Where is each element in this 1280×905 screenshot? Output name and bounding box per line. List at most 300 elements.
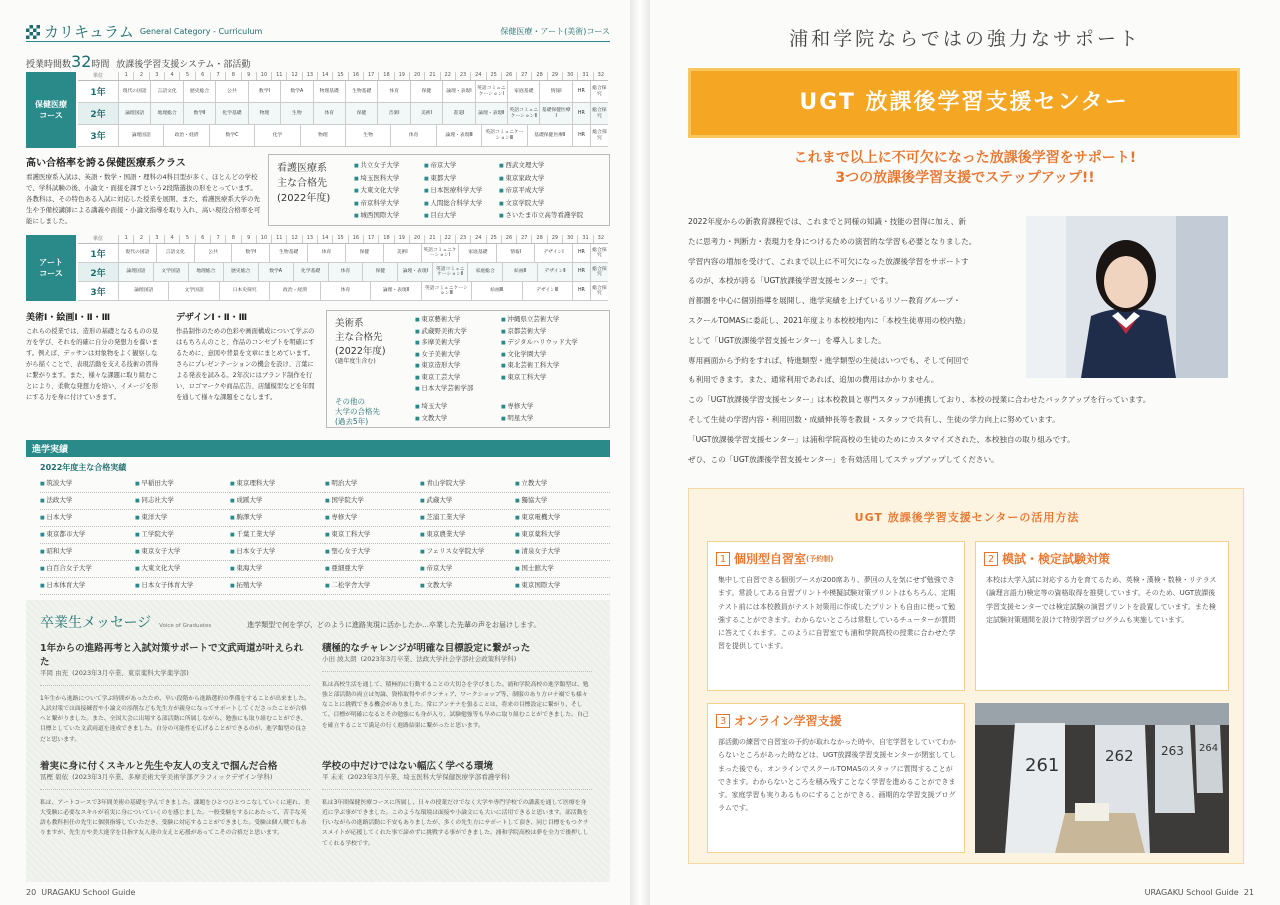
school-item: ■ 西武文理大学 (499, 159, 609, 172)
subject-cell: 総合探究 (590, 81, 608, 102)
subject-cell: 英語コミュニケーションⅢ (421, 282, 471, 300)
subject-cell: 数学Ⅰ (248, 81, 280, 102)
booth-264: 264 (1199, 743, 1219, 754)
card-1: 1 個別型自習室 (予約制) 集中して自習できる個別ブースが200席あり、夢回の人を気にせず勉強できます。常設してある自習プリントや模擬試験対策プリントはもちろん、定期テスト前には本校教員がテスト対策用に作成したプリントも自由に使って勉強することができます。わからないところは常駐しているチューターが質問に答えてくれます。このように自習室でも浦和学院高校の授業に合わせた学習を提供しています。 (707, 541, 965, 691)
intro-line: 「UGT放課後学習支援センター」は浦和学院高校の生徒のためにカスタマイズされた、本校独自の取り組みです。 (688, 434, 1075, 444)
unit-number: 10 (256, 72, 271, 80)
school-item: ■ 文京学院大学 (499, 197, 609, 210)
subject-cell: 日本史探究 (219, 282, 269, 300)
subject-cell: 美術Ⅰ (410, 103, 442, 124)
school-item: ■ 明星大学 (501, 413, 601, 425)
curriculum-row (78, 125, 608, 147)
results-subtitle: 2022年度主な合格実績 (40, 463, 127, 472)
school-item: ■ 武蔵野美術大学 (415, 326, 501, 338)
intro-line: 専用画面から予約をすれば、特進類型・進学類型の生徒はいつでも、そして何回で (688, 355, 969, 365)
checker-icon (26, 25, 40, 39)
school-item: ■ 城西国際大学 (354, 209, 424, 222)
school-item: ■ 東京工科大学 (325, 527, 420, 544)
school-item: ■ 専修大学 (501, 401, 601, 413)
school-item: ■ 大東文化大学 (354, 184, 424, 197)
school-item: ■ 芝浦工業大学 (420, 510, 515, 527)
subject-cell: 論理国語 (118, 282, 168, 300)
subject-cell: 家庭基礎 (507, 81, 539, 102)
subject-cell: 政治・経済 (269, 282, 319, 300)
right-heading: 浦和学院ならではの強力なサポート (789, 28, 1141, 50)
subject-cell: 論理国語 (118, 125, 163, 146)
unit-label: 単位 (92, 73, 103, 79)
unit-number: 31 (577, 235, 592, 243)
subject-cell: 生物基礎 (269, 244, 307, 262)
school-item: ■ 東京工科大学 (501, 372, 601, 384)
unit-number: 30 (562, 235, 577, 243)
subject-cell: 言語文化 (150, 81, 182, 102)
school-item: ■ 亜細亜大学 (325, 561, 420, 578)
graduates-section (26, 600, 610, 882)
school-item: ■ 女子美術大学 (415, 349, 501, 361)
gutter (630, 0, 650, 905)
card-3 (707, 703, 965, 853)
unit-number: 1 (118, 235, 133, 243)
curriculum-row (78, 263, 608, 282)
subject-cell: 論理・表現Ⅰ (442, 81, 474, 102)
school-item: ■ 東京家政大学 (499, 172, 609, 185)
unit-number: 2 (133, 72, 148, 80)
graduate-message (322, 640, 592, 731)
subject-cell: 歴史総合 (223, 263, 258, 281)
curriculum-row (78, 81, 608, 103)
subject-cell: 基礎保健医療Ⅰ (539, 103, 571, 124)
graduates-title-en: Voice of Graduates (159, 623, 212, 629)
health-rows (78, 81, 608, 147)
curriculum-row (78, 244, 608, 263)
author-name: 平 未来 (322, 773, 344, 781)
unit-number: 5 (179, 72, 194, 80)
art-box: 美術系 主な合格先 (2022年度) (過年度生含む) ■ 東京藝術大学 ■ 沖縄県立芸術大学 ■ 武蔵野美術大学 ■ 京都芸術大学 ■ 多摩美術大学 ■ デジタルハリウッド大学 ■ 女子美術大学 ■ 文化学園大学 ■ 東京造形大学 ■ 東北芸術工科大学 ■ 東京工芸大学 ■ 東京工科大学 ■ 日本大学芸術学部 その他の 大学の合格先 (過去5年) ■ 埼玉大学 ■ 専修大学 ■ 文教大学 ■ 明星大学 (326, 310, 610, 428)
school-item: ■ 多摩美術大学 (415, 337, 501, 349)
subject-cell: 情報Ⅰ (496, 244, 534, 262)
subject-cell: 英語コミュニケーションⅠ (475, 81, 507, 102)
school-item: ■ 日本医療科学大学 (424, 184, 499, 197)
art-text-1: 美術Ⅰ・絵画Ⅰ・Ⅱ・Ⅲ これらの授業では、造形の基礎となるものの見方を学び、それを的確に自分の発想力を養います。例えば、デッサンは対象物をよく観察しながら描くことで、表現活動を支える技術の習得に繋がります。また、様々な課題に取り組むことにより、柔軟な発想力を培い、イメージを形にする力を身に付けていきます。 (26, 313, 159, 402)
unit-number: 1 (118, 72, 133, 80)
unit-number: 11 (271, 235, 286, 243)
subject-cell: 政治・経済 (163, 125, 208, 146)
message-head: 1年からの進路再考と入試対策サポートで文武両道が叶えられた (40, 643, 304, 668)
hours-line: 授業時間数32時間 放課後学習支援システム・部活動 (26, 52, 251, 71)
year-label: 3年 (78, 125, 118, 146)
subject-cell: 物理 (248, 103, 280, 124)
school-item: ■ 帝京科学大学 (354, 197, 424, 210)
subject-cell: 基礎保健医療Ⅱ (527, 125, 572, 146)
intro-line: 首都圏を中心に個別指導を展開し、進学実績を上げているリソー教育グループ・ (688, 296, 961, 306)
booth-263: 263 (1161, 744, 1184, 758)
school-item: ■ 東京工芸大学 (415, 372, 501, 384)
subject-cell: 文学国語 (153, 263, 188, 281)
subject-cell: 英語コミュニケーションⅢ (481, 125, 526, 146)
school-item: ■ さいたま市立高等看護学院 (499, 209, 609, 222)
nursing-box (268, 154, 610, 226)
unit-number: 3 (149, 235, 164, 243)
unit-number: 29 (547, 235, 562, 243)
unit-number: 18 (378, 72, 393, 80)
school-item: ■ 東京都市大学 (40, 527, 135, 544)
intro-line: 学習内容の増加を受けて、これまで以上に不可欠になった放課後学習をサポートす (688, 256, 969, 266)
subject-cell: 美術Ⅰ (383, 244, 421, 262)
health-course-label: 保健医療 コース (26, 72, 76, 148)
right-footer: URAGAKU School Guide 21 (1144, 888, 1254, 897)
course-label: 保健医療・アート(美術)コース (500, 27, 610, 36)
author-affiliation: (2023年3月卒業、多摩美術大学美術学部グラフィックデザイン学科) (72, 773, 273, 781)
school-item: ■ 東都大学 (424, 172, 499, 185)
subject-cell: HR (572, 81, 590, 102)
left-footer: 20 URAGAKU School Guide (26, 888, 136, 897)
unit-number: 6 (195, 72, 210, 80)
subject-cell: 物理基礎 (313, 81, 345, 102)
subject-cell: 総合探究 (590, 125, 608, 146)
subject-cell: 保健 (362, 263, 397, 281)
subject-cell: 総合探究 (590, 282, 608, 300)
school-item: ■ 国学院大学 (325, 493, 420, 510)
card-2 (975, 541, 1229, 691)
unit-number: 7 (210, 72, 225, 80)
intro-line: そして生徒の学習内容・利用回数・成績伸長等を教員・スタッフで共有し、生徒の学力向上に努めています。 (688, 414, 1060, 424)
subject-cell: 体育 (307, 244, 345, 262)
message-body: 私は3年間保健医療コースに所属し、日々の授業だけでなく大学や専門学校での講義を通して医療を身近に学ぶ事ができました。このような環境は面接や小論文にも大いに活用できると思います。部活動を行いながらの進路活動に不安もありましたが、多くの先生方にサポートして頂き、同じ目標をもつクラスメイトが応援してくれた事で諦めずに挑戦する事ができました。浦和学院高校は夢を全力で後押ししてくれる学校です。 (322, 789, 592, 849)
graduates-title: 卒業生メッセージ (40, 615, 152, 631)
unit-number: 23 (455, 235, 470, 243)
unit-number: 20 (409, 72, 424, 80)
unit-number: 13 (302, 72, 317, 80)
school-item: ■ 人間総合科学大学 (424, 197, 499, 210)
subject-cell: 家庭基礎 (458, 244, 496, 262)
health-text-block (26, 154, 261, 227)
subject-cell: 論理・表現Ⅱ (475, 103, 507, 124)
hours-number: 32 (71, 52, 92, 71)
message-author (40, 668, 310, 677)
subject-cell: 総合探究 (590, 263, 608, 281)
subject-cell: 総合探究 (590, 244, 608, 262)
left-page (0, 0, 630, 905)
subject-cell: 英語コミュニケーションⅡ (507, 103, 539, 124)
subject-cell: HR (572, 244, 590, 262)
unit-number: 30 (562, 72, 577, 80)
usage-title: UGT 放課後学習支援センターの活用方法 (854, 511, 1080, 524)
unit-number: 22 (440, 235, 455, 243)
unit-number: 19 (394, 72, 409, 80)
unit-row (78, 235, 608, 244)
unit-number: 31 (577, 72, 592, 80)
subject-cell: 論理・表現Ⅱ (370, 282, 420, 300)
author-affiliation: (2023年3月卒業、埼玉医科大学保健医療学部看護学科) (347, 773, 510, 781)
intro-line: として「UGT放課後学習支援センター」を導入しました。 (688, 335, 886, 345)
subject-cell: 現代の国語 (118, 81, 150, 102)
school-item: ■ 東京国際大学 (515, 578, 610, 595)
unit-number: 2 (133, 235, 148, 243)
booth-photo (975, 703, 1229, 853)
school-item: ■ 東海大学 (230, 561, 325, 578)
unit-number: 12 (286, 72, 301, 80)
year-label: 3年 (78, 282, 118, 300)
subject-cell: 体育 (390, 125, 435, 146)
subject-cell: 体育 (320, 282, 370, 300)
unit-number: 14 (317, 235, 332, 243)
school-item: ■ 青山学院大学 (420, 476, 515, 493)
school-item: ■ 立教大学 (515, 476, 610, 493)
school-item: ■ 拓殖大学 (230, 578, 325, 595)
unit-number: 25 (486, 72, 501, 80)
art-text-2: デザインⅠ・Ⅱ・Ⅲ 作品制作のための色彩や画面構成について学ぶのはもちろんのこと、作品のコンセプトを明確にするために、意図や背景を文章にまとめています。さらにプレゼンテーションの機会を設け、言葉による発表を試みる。2年次にはブランド制作を行い、ロゴマークや商品広告、店舗模型などを年間を通して様々な課題をこなします。 (176, 313, 315, 402)
curriculum-row (78, 103, 608, 125)
unit-number: 27 (516, 235, 531, 243)
other-schools (415, 401, 601, 425)
subject-cell: デザインⅢ (522, 282, 572, 300)
unit-number: 3 (149, 72, 164, 80)
school-item: ■ 目白大学 (424, 209, 499, 222)
card-number: 1 (716, 552, 730, 566)
graduate-message (40, 640, 310, 745)
curriculum-header (26, 22, 610, 42)
school-item: ■ 東京女子大学 (135, 544, 230, 561)
school-item: ■ デジタルハリウッド大学 (501, 337, 601, 349)
card-title: オンライン学習支援 (734, 714, 842, 728)
intro-line: るのが、本校が誇る「UGT放課後学習支援センター」です。 (688, 276, 893, 286)
art-schools (415, 314, 601, 395)
subject-cell: 保健 (410, 81, 442, 102)
school-item: ■ 文教大学 (420, 578, 515, 595)
subject-cell: 絵画Ⅲ (471, 282, 521, 300)
subject-cell: 数学Ⅱ (183, 103, 215, 124)
unit-number: 22 (440, 72, 455, 80)
unit-number: 4 (164, 72, 179, 80)
unit-number: 24 (470, 72, 485, 80)
school-item: ■ 早稲田大学 (135, 476, 230, 493)
school-item: ■ 昭和大学 (40, 544, 135, 561)
subject-cell: 言語文化 (156, 244, 194, 262)
school-item: ■ 文化学園大学 (501, 349, 601, 361)
school-item: ■ 帝京大学 (424, 159, 499, 172)
card-body: 本校は大学入試に対応する力を育てるため、英検・漢検・数検・リテラス(論理言語力)検定等の資格取得を推奨しています。そのため、UGT放課後学習支援センターでは検定試験の演習プリントを設置しています。また検定試験対策週間を設けて特別学習プログラムも実施しています。 (986, 576, 1217, 624)
subject-cell: HR (572, 125, 590, 146)
subject-cell: 公共 (194, 244, 232, 262)
subject-cell: HR (572, 103, 590, 124)
intro-line: ぜひ、この「UGT放課後学習支援センター」を有効活用してステップアップしてください。 (688, 454, 999, 464)
unit-number: 9 (241, 72, 256, 80)
graduates-lead: 進学類型で何を学び、どのように進路実現に活かしたか…卒業した先輩の声をお届けします。 (247, 621, 541, 629)
subject-cell: 保健 (345, 244, 383, 262)
author-name: 冨樫 碧依 (40, 773, 69, 781)
art-course-label: アート コース (26, 235, 76, 301)
unit-number: 21 (424, 72, 439, 80)
school-item: ■ 東北芸術工科大学 (501, 360, 601, 372)
message-body: 1年生から進路について学ぶ時間があったため、早い段階から進路選択の準備をすることが出来ました。入試対策では面接練習や小論文の添削なども先生方が親身になってサポートしてくださったことが合格へと繋がりました。また、全国大会に出場する部活動に所属しながら、勉強にも取り組むことができ、目標としていた文武両道を達成できました。自分の可能性を広げることができるのが、進学類型の良さだと思います。 (40, 685, 310, 745)
school-item: ■ 京都芸術大学 (501, 326, 601, 338)
school-item: ■ 日本体育大学 (40, 578, 135, 595)
school-item: ■ 千葉工業大学 (230, 527, 325, 544)
unit-number: 18 (378, 235, 393, 243)
message-author (322, 772, 592, 781)
unit-number: 7 (210, 235, 225, 243)
subject-cell: 体育 (328, 263, 363, 281)
subject-cell: 論理・表現Ⅲ (436, 125, 481, 146)
unit-number: 32 (593, 235, 608, 243)
message-head: 学校の中だけではない幅広く学べる環境 (322, 761, 494, 772)
school-item: ■ 東京電機大学 (515, 510, 610, 527)
student-photo (1026, 216, 1228, 378)
intro-line: も利用できます。また、通常利用であれば、追加の費用はかかりません。 (688, 375, 939, 385)
unit-number: 26 (501, 235, 516, 243)
subject-cell: 数学Ⅰ (231, 244, 269, 262)
health-text-body: 看護医療系入試は、英語・数学・国語・理科の4科目型が多く、ほとんどの学校で、学科試験の後、小論文・面接を課すという2段階選抜の形をとっています。各教科は、その特色ある入試に対応した授業を展開、また、看護医療系大学の先生や予備校講師による講義や面接・小論文指導を取り入れ、高い現役合格率を可能にしました。 (26, 173, 261, 226)
card-title: 模試・検定試験対策 (1002, 552, 1111, 566)
school-item: ■ 東京造形大学 (415, 360, 501, 372)
school-item: ■ 大東文化大学 (135, 561, 230, 578)
subject-cell: HR (572, 282, 590, 300)
subject-cell: デザインⅠ (534, 244, 572, 262)
unit-number: 28 (531, 72, 546, 80)
graduate-message (40, 758, 310, 839)
school-item: ■ 東京薬科大学 (515, 527, 610, 544)
card-number: 2 (984, 552, 998, 566)
school-item: ■ 帝京平成大学 (499, 184, 609, 197)
message-body: 私は、アートコースで3年間美術の基礎を学んできました。課題をひとつひとつこなしていくに連れ、美大受験に必要なスキルが着実に身についていくのを感じました。一般受験をするにあたって、苦手な英語も教科担任の先生に個別指導していただき、受験に対応することができました。受験は個人戦でもありますが、先生方や美大進学を目指す友人達の支えと応援があってこその合格だと思います。 (40, 789, 310, 839)
subject-cell: 化学 (254, 125, 299, 146)
subject-cell: 体育 (377, 81, 409, 102)
school-item: ■ 駒澤大学 (230, 510, 325, 527)
school-item: ■ 埼玉医科大学 (354, 172, 424, 185)
right-page (650, 0, 1280, 905)
subject-cell: 化学基礎 (293, 263, 328, 281)
subject-cell: 数学C (209, 125, 254, 146)
unit-number: 24 (470, 235, 485, 243)
unit-number: 20 (409, 235, 424, 243)
unit-number: 21 (424, 235, 439, 243)
subject-cell: 物理 (300, 125, 345, 146)
subject-cell: HR (572, 263, 590, 281)
unit-number: 15 (332, 72, 347, 80)
unit-number: 14 (317, 72, 332, 80)
results-grid (40, 476, 610, 595)
subject-cell: 数学A (280, 81, 312, 102)
card-body: 集中して自習できる個別ブースが200席あり、夢回の人を気にせず勉強できます。常設してある自習プリントや模擬試験対策プリントはもちろん、定期テスト前には本校教員がテスト対策用に作成したプリントも自由に使って勉強することができます。わからないところは常駐しているチューターが質問に答えてくれます。このように自習室でも浦和学院高校の授業に合わせた学習を提供しています。 (718, 576, 956, 651)
school-item: ■ 日本大学 (40, 510, 135, 527)
school-item: ■ 日本大学芸術学部 (415, 383, 501, 395)
message-head: 積極的なチャレンジが明確な目標設定に繋がった (322, 643, 531, 654)
school-item: ■ 法政大学 (40, 493, 135, 510)
message-head: 着実に身に付くスキルと先生や友人の支えで掴んだ合格 (40, 761, 278, 772)
subject-cell: 保健 (345, 103, 377, 124)
school-item: ■ 白百合女子大学 (40, 561, 135, 578)
curriculum-row (78, 282, 608, 301)
school-item: ■ 筑波大学 (40, 476, 135, 493)
unit-number: 13 (302, 235, 317, 243)
year-label: 2年 (78, 103, 118, 124)
subject-cell: デザインⅡ (537, 263, 572, 281)
school-item: ■ 帝京大学 (420, 561, 515, 578)
art-curriculum-table (78, 235, 608, 301)
subject-cell: 総合探究 (590, 103, 608, 124)
ugt-banner: UGT 放課後学習支援センター (688, 68, 1240, 138)
school-item: ■ 東京理科大学 (230, 476, 325, 493)
subject-cell: 現代の国語 (118, 244, 156, 262)
subject-cell: 地理総合 (188, 263, 223, 281)
unit-number: 8 (225, 72, 240, 80)
unit-label: 単位 (92, 236, 103, 242)
intro-line: スクールTOMASに委託し、2021年度より本校校地内に「本校生徒専用の校内塾」 (688, 315, 970, 325)
unit-number: 16 (348, 235, 363, 243)
school-item: ■ 東京農業大学 (420, 527, 515, 544)
art-rows (78, 244, 608, 301)
subject-cell: 論理国語 (118, 103, 150, 124)
school-item: ■ 二松学舎大学 (325, 578, 420, 595)
message-body: 私は高校生活を通して、積極的に行動することの大切さを学びました。浦和学院高校の進学類型は、勉強と部活動の両立は勿論、資格取得やボランティア、ワークショップ等、制服のあり方ロナ禍でも様々なことに挑戦できる機会がありました。常にアンテナを張ることは、将来の目標設定に繋がり、そして、目標が明確になるとその勉強にも身が入り、試験勉強等も早めに取り組むことができました。自己を確立することで満足の行く進路結果に繋がったと思います。 (322, 671, 592, 731)
results-bar: 進学実績 (26, 440, 610, 457)
intro-line: 2022年度からの新教育課程では、これまでと同様の知識・技能の習得に加え、新 (688, 217, 966, 226)
subject-cell: 論理・表現Ⅰ (397, 263, 432, 281)
unit-number: 27 (516, 72, 531, 80)
subject-cell: 英語コミュニケーションⅠ (421, 244, 459, 262)
subject-cell: 生物 (280, 103, 312, 124)
unit-number: 28 (531, 235, 546, 243)
curriculum-title: カリキュラム (44, 23, 134, 41)
catch-copy: これまで以上に不可欠になった放課後学習をサポート! 3つの放課後学習支援でステップアップ!! (793, 150, 1137, 187)
school-item: ■ 獨協大学 (515, 493, 610, 510)
health-curriculum-table (78, 72, 608, 147)
school-item: ■ フェリス女学院大学 (420, 544, 515, 561)
unit-number: 9 (241, 235, 256, 243)
school-item: ■ 工学院大学 (135, 527, 230, 544)
card-body: 部活動の練習で自習室の予約が取れなかった時や、自宅学習をしていてわからないところがあった時などは、UGT放課後学習支援センターが閉室してしまった後でも、オンラインでスクールTOMASのスタッフに質問することができます。わからないところを積み残すことなく学習を進めることができます。家庭学習も実りあるものにすることができる、画期的な学習支援プログラムです。 (718, 738, 957, 813)
school-item: ■ 成蹊大学 (230, 493, 325, 510)
unit-number: 5 (179, 235, 194, 243)
unit-number: 23 (455, 72, 470, 80)
subject-cell: 生物基礎 (345, 81, 377, 102)
author-affiliation: (2023年3月卒業、東京薬科大学薬学部) (72, 669, 189, 677)
school-item: ■ 国士舘大学 (515, 561, 610, 578)
subject-cell: 地理総合 (150, 103, 182, 124)
author-name: 小田 綾太朗 (322, 655, 357, 663)
subject-cell: 公共 (215, 81, 247, 102)
intro-line: たに思考力・判断力・表現力を身につけるための演習的な学習も必要となりました。 (688, 236, 977, 246)
message-author (322, 654, 592, 663)
unit-number: 25 (486, 235, 501, 243)
school-item: ■ 文教大学 (415, 413, 501, 425)
school-item: ■ 武蔵大学 (420, 493, 515, 510)
health-text-title: 高い合格率を誇る保健医療系クラス (26, 158, 186, 169)
subject-cell: 論理国語 (118, 263, 153, 281)
subject-cell: 生物 (345, 125, 390, 146)
subject-cell: 音楽Ⅰ (377, 103, 409, 124)
subject-cell: 絵画Ⅱ (502, 263, 537, 281)
unit-number: 8 (225, 235, 240, 243)
school-item: ■ 日本女子体育大学 (135, 578, 230, 595)
school-item: ■ 沖縄県立芸術大学 (501, 314, 601, 326)
school-item: ■ 東京藝術大学 (415, 314, 501, 326)
curriculum-subtitle: General Category - Curriculum (139, 27, 263, 36)
school-item: ■ 専修大学 (325, 510, 420, 527)
usage-section (688, 488, 1244, 864)
subject-cell: 英語コミュニケーションⅡ (432, 263, 467, 281)
school-item: ■ 共立女子大学 (354, 159, 424, 172)
unit-number: 29 (547, 72, 562, 80)
school-item: ■ 清泉女子大学 (515, 544, 610, 561)
school-item: ■ 同志社大学 (135, 493, 230, 510)
year-label: 1年 (78, 244, 118, 262)
subject-cell: 情報Ⅰ (539, 81, 571, 102)
unit-number: 19 (394, 235, 409, 243)
subject-cell: 書道Ⅰ (442, 103, 474, 124)
subject-cell: 体育 (313, 103, 345, 124)
unit-number: 4 (164, 235, 179, 243)
